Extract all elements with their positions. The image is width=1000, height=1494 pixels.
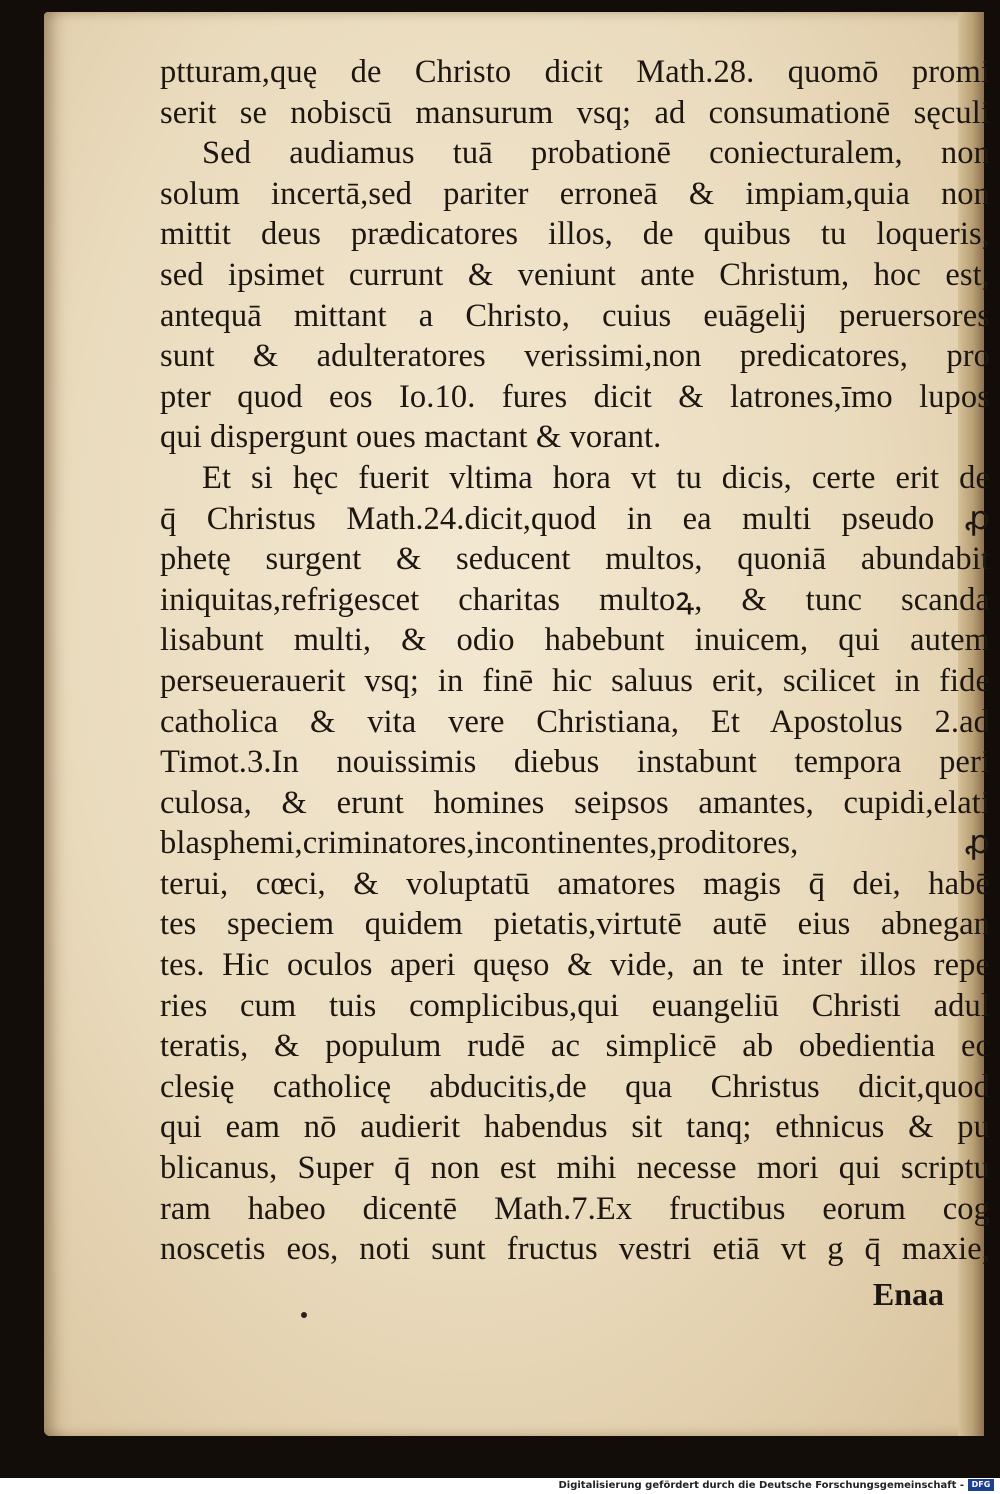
text-line: mittit deus prædicatores illos, de quibus tu loqueris, bbox=[160, 216, 990, 253]
funding-credit: Digitalisierung gefördert durch die Deutsche Forschungsgemeinschaft - bbox=[558, 1480, 964, 1491]
text-line: clesię catholicę abducitis,de qua Christus dicit,quod bbox=[160, 1068, 990, 1105]
text-line: iniquitas,refrigescet charitas multoꝝ, & tunc scanda bbox=[160, 581, 990, 618]
text-line: Et si hęc fuerit vltima hora vt tu dicis, certe erit de bbox=[202, 459, 990, 496]
text-line: terui, cœci, & voluptatū amatores magis q̄ dei, habē bbox=[160, 865, 990, 902]
text-line: tes. Hic oculos aperi quęso & vide, an te inter illos repe bbox=[160, 947, 990, 984]
ink-dot bbox=[301, 1312, 307, 1318]
text-line: teratis, & populum rudē ac simplicē ab obedientia ec bbox=[160, 1028, 990, 1065]
text-line: solum incertā,sed pariter erroneā & impiam,quia non bbox=[160, 175, 990, 212]
text-line: ptturam,quę de Christo dicit Math.28. quomō promi bbox=[160, 54, 990, 90]
text-line: antequā mittant a Christo, cuius euāgelij peruersores bbox=[160, 297, 990, 334]
text-line: blasphemi,criminatores,incontinentes,proditores, ꝓ bbox=[160, 825, 990, 862]
dfg-logo-icon: DFG bbox=[968, 1479, 994, 1491]
text-line: tes speciem quidem pietatis,virtutē autē eius abnegan bbox=[160, 906, 990, 943]
text-line: Timot.3.In nouissimis diebus instabunt tempora peri bbox=[160, 744, 990, 781]
text-line: sunt & adulteratores verissimi,non predicatores, pro bbox=[160, 338, 990, 375]
book-page bbox=[44, 12, 990, 1436]
text-line: serit se nobiscū mansurum vsq; ad consumationē sęculi bbox=[160, 94, 990, 131]
footer-bar bbox=[0, 1478, 1000, 1494]
text-line: blicanus, Super q̄ non est mihi necesse mori qui scriptu bbox=[160, 1150, 990, 1187]
text-line: pter quod eos Io.10. fures dicit & latrones,īmo lupos bbox=[160, 378, 990, 415]
text-line: ries cum tuis complicibus,qui euangeliū Christi adul bbox=[160, 987, 990, 1024]
text-line: qui dispergunt oues mactant & vorant. bbox=[160, 419, 662, 456]
text-line: culosa, & erunt homines seipsos amantes, cupidi,elati bbox=[160, 784, 990, 821]
text-line: noscetis eos, noti sunt fructus vestri etiā vt g q̄ maxie, bbox=[160, 1231, 990, 1268]
page-body-text bbox=[160, 52, 990, 1270]
text-line: lisabunt multi, & odio habebunt inuicem, qui autem bbox=[160, 622, 990, 659]
catchword: Enaa bbox=[872, 1276, 944, 1312]
text-line: ram habeo dicentē Math.7.Ex fructibus eorum cog bbox=[160, 1190, 990, 1227]
text-line: qui eam nō audierit habendus sit tanq; ethnicus & pu bbox=[160, 1109, 990, 1146]
text-line: phetę surgent & seducent multos, quoniā abundabit bbox=[160, 541, 990, 578]
text-line: perseuerauerit vsq; in finē hic saluus erit, scilicet in fide bbox=[160, 662, 990, 699]
text-line: catholica & vita vere Christiana, Et Apostolus 2.ad bbox=[160, 703, 990, 740]
text-line: Sed audiamus tuā probationē coniecturalem, non bbox=[202, 135, 990, 172]
text-line: q̄ Christus Math.24.dicit,quod in ea multi pseudo ꝓ bbox=[160, 500, 990, 537]
text-line: sed ipsimet currunt & veniunt ante Christum, hoc est, bbox=[160, 256, 990, 293]
